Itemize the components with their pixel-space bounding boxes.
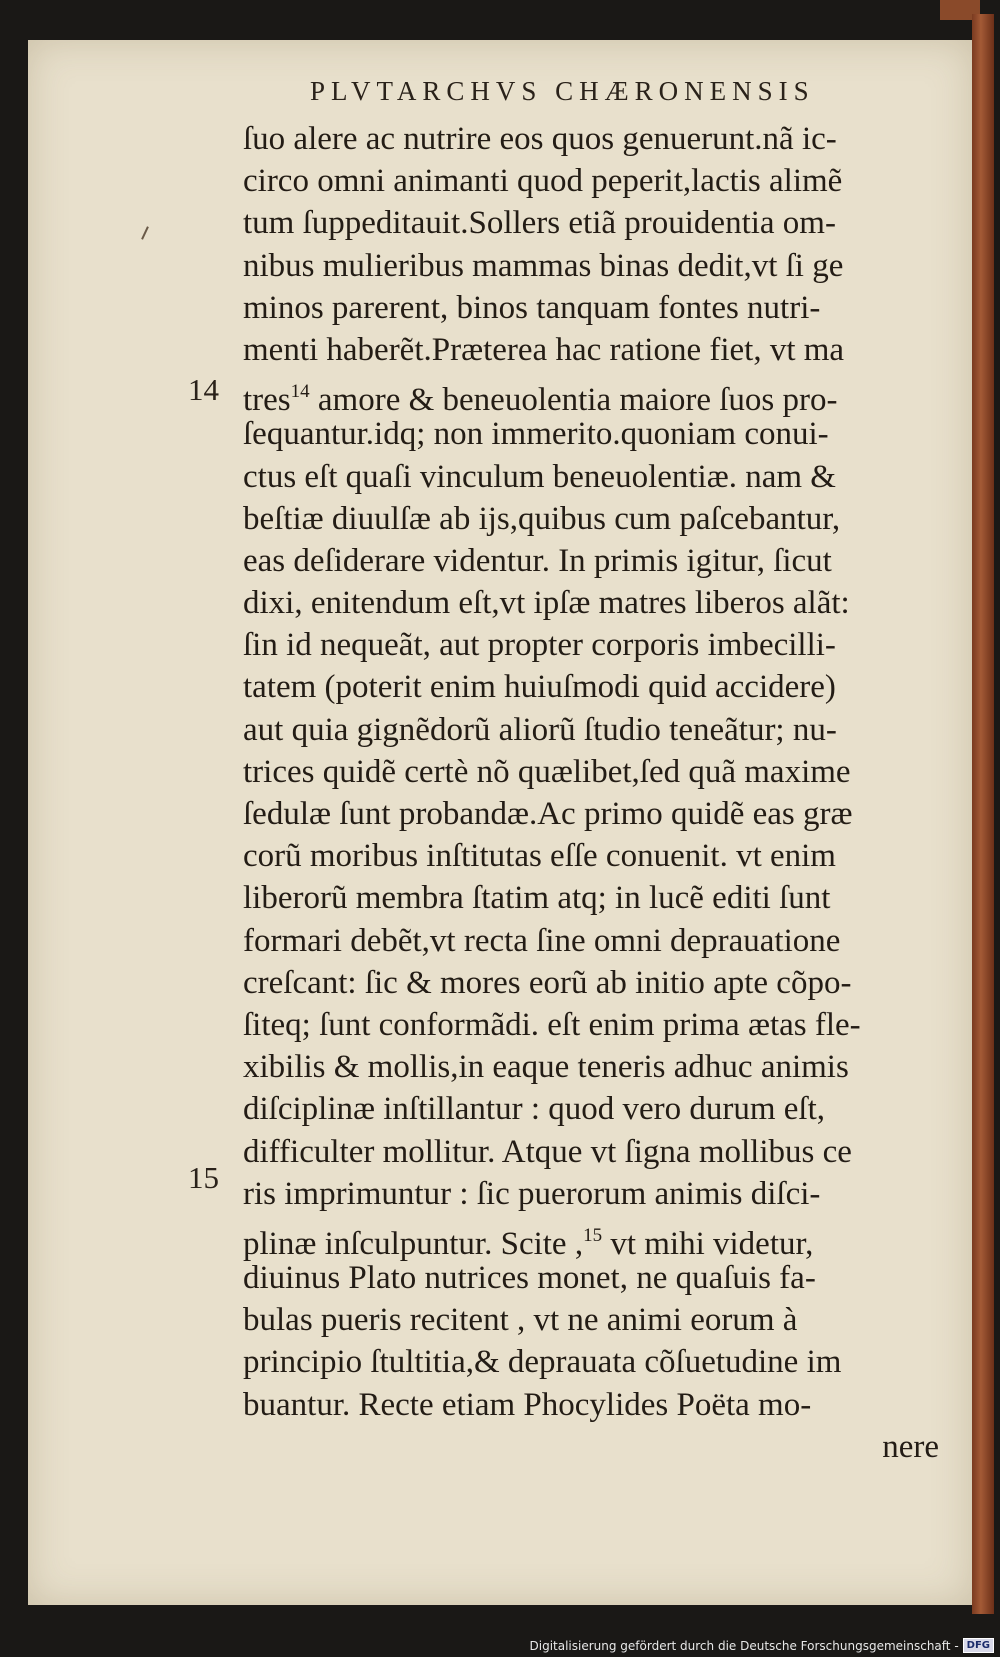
text-line: eas deſiderare videntur. In primis igitur, ſicut	[243, 542, 832, 579]
text-line: beſtiæ diuulſæ ab ijs,quibus cum paſcebantur,	[243, 500, 841, 537]
text-block	[243, 118, 943, 1468]
dfg-logo-icon: DFG	[963, 1638, 994, 1653]
text-line: formari debẽt,vt recta ſine omni deprauatione	[243, 922, 841, 959]
text-line: nibus mulieribus mammas binas dedit,vt ſi ge	[243, 247, 844, 284]
text-line: creſcant: ſic & mores eorũ ab initio apte cõpo-	[243, 964, 852, 1001]
credit-text: Digitalisierung gefördert durch die Deutsche Forschungsgemeinschaft -	[529, 1638, 959, 1653]
page-edge	[972, 14, 994, 1614]
text-line: ctus eſt quaſi vinculum beneuolentiæ. nam &	[243, 458, 836, 495]
margin-number-14: 14	[188, 372, 219, 407]
text-line: minos parerent, binos tanquam fontes nutri-	[243, 289, 821, 326]
text-line: aut quia gignẽdorũ aliorũ ſtudio teneãtur; nu-	[243, 711, 837, 748]
text-line: ſiteq; ſunt conformãdi. eſt enim prima ætas fle-	[243, 1006, 861, 1043]
text-line: bulas pueris recitent , vt ne animi eorum à	[243, 1302, 798, 1339]
text-line: corũ moribus inſtitutas eſſe conuenit. vt enim	[243, 838, 836, 875]
margin-number-15: 15	[188, 1160, 219, 1195]
text-line: circo omni animanti quod peperit,lactis alimẽ	[243, 163, 843, 200]
text-line: ſequantur.idq; non immerito.quoniam conui-	[243, 416, 829, 453]
text-line: buantur. Recte etiam Phocylides Poëta mo-	[243, 1386, 812, 1423]
footnote-marker-15: 15	[583, 1224, 603, 1246]
text-line: principio ſtultitia,& deprauata cõſuetudine im	[243, 1344, 842, 1381]
text-line: diuinus Plato nutrices monet, ne quaſuis fa-	[243, 1260, 816, 1297]
text-line	[243, 371, 943, 419]
running-head: PLVTARCHVS CHÆRONENSIS	[310, 76, 815, 106]
line-start: plinæ inſculpuntur. Scite ,	[243, 1225, 584, 1262]
line-start: tres	[243, 382, 291, 419]
text-line: diſciplinæ inſtillantur : quod vero durum eſt,	[243, 1091, 826, 1128]
text-line: xibilis & mollis,in eaque teneris adhuc animis	[243, 1049, 849, 1086]
text-line: liberorũ membra ſtatim atq; in lucẽ editi ſunt	[243, 880, 831, 917]
text-line: trices quidẽ certè nõ quælibet,ſed quã maxime	[243, 753, 851, 790]
text-line: difficulter mollitur. Atque vt ſigna mollibus ce	[243, 1133, 852, 1170]
text-line	[243, 1215, 943, 1262]
text-line: ſedulæ ſunt probandæ.Ac primo quidẽ eas græ	[243, 796, 853, 832]
catchword: nere	[882, 1428, 939, 1465]
line-rest: amore & beneuolentia maiore ſuos pro-	[309, 382, 838, 419]
text-line: tum ſuppeditauit.Sollers etiã prouidentia om-	[243, 205, 836, 242]
text-line: tatem (poterit enim huiuſmodi quid accidere)	[243, 669, 836, 706]
digitization-credit	[530, 1638, 995, 1653]
text-line: ſin id nequeãt, aut propter corporis imbecilli-	[243, 627, 836, 664]
footnote-marker-14: 14	[290, 381, 310, 403]
line-rest: vt mihi videtur,	[602, 1225, 814, 1262]
text-line: ſuo alere ac nutrire eos quos genuerunt.nã ic-	[243, 121, 837, 157]
text-line: dixi, enitendum eſt,vt ipſæ matres liberos alãt:	[243, 585, 850, 622]
text-line: ris imprimuntur : ſic puerorum animis diſci-	[243, 1175, 821, 1212]
text-line: menti haberẽt.Præterea hac ratione fiet, vt ma	[243, 331, 845, 368]
